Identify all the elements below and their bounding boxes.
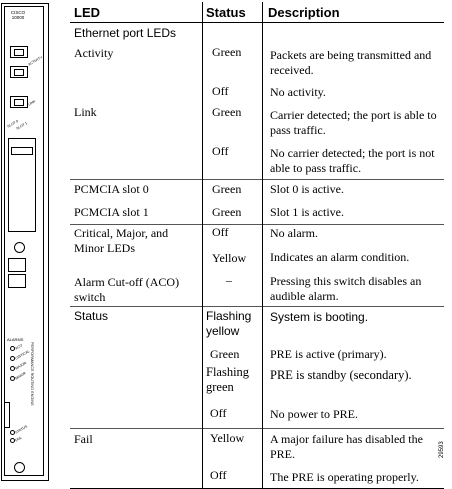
pcmcia-label-0: SLOT 0 bbox=[6, 119, 19, 129]
desc-status-off: No power to PRE. bbox=[270, 407, 358, 421]
status-status-off: Off bbox=[210, 406, 227, 420]
port-label-activity: ACTIVITY bbox=[27, 55, 44, 67]
desc-activity-off: No activity. bbox=[270, 85, 326, 99]
front-panel-illustration bbox=[1, 3, 49, 481]
rule-after-aco bbox=[70, 306, 444, 307]
rule-after-ethernet bbox=[70, 179, 444, 180]
panel-window-1 bbox=[8, 258, 26, 272]
led-link: Link bbox=[74, 105, 97, 119]
desc-alarm-yellow: Indicates an alarm condition. bbox=[270, 250, 410, 264]
port-label-link: LINK bbox=[27, 99, 37, 107]
status-fail-yellow: Yellow bbox=[210, 431, 245, 445]
rule-under-header bbox=[70, 22, 444, 23]
column-divider-1 bbox=[202, 2, 203, 489]
led-aco-switch: Alarm Cut-off (ACO) switch bbox=[74, 275, 180, 304]
panel-screw-top bbox=[14, 242, 25, 253]
led-status: Status bbox=[74, 309, 109, 323]
status-activity-off: Off bbox=[212, 84, 229, 98]
rule-after-status bbox=[70, 428, 444, 429]
status-link-off: Off bbox=[212, 144, 229, 158]
desc-activity-green: Packets are being transmitted and received. bbox=[270, 48, 432, 77]
led-status-table bbox=[70, 2, 440, 489]
alarm-label-critical: CRITICAL bbox=[14, 349, 31, 361]
status-activity-green: Green bbox=[212, 45, 242, 59]
panel-screw-bottom bbox=[14, 462, 25, 473]
led-fail: Fail bbox=[74, 432, 93, 446]
status-aco: – bbox=[226, 273, 232, 287]
status-status-flashing-yellow: Flashing yellow bbox=[206, 309, 252, 338]
desc-status-flashing-yellow: System is booting. bbox=[270, 310, 369, 324]
desc-status-green: PRE is active (primary). bbox=[270, 347, 387, 361]
desc-link-green: Carrier detected; the port is able to pass traffic. bbox=[270, 108, 437, 137]
section-title-ethernet: Ethernet port LEDs bbox=[74, 26, 177, 40]
led-alarms: Critical, Major, and Minor LEDs bbox=[74, 226, 169, 255]
panel-ejector bbox=[4, 402, 10, 428]
ethernet-port-2 bbox=[10, 66, 28, 78]
panel-window-2 bbox=[8, 274, 26, 288]
desc-link-off: No carrier detected; the port is not able to pass traffic. bbox=[270, 146, 435, 175]
status-status-flashing-green: Flashing green bbox=[206, 365, 250, 394]
ethernet-port-3 bbox=[10, 96, 28, 108]
desc-pcmcia-0: Slot 0 is active. bbox=[270, 182, 344, 196]
status-link-green: Green bbox=[212, 105, 242, 119]
pcmcia-slot-housing bbox=[8, 138, 36, 232]
alarms-title: ALARMS bbox=[7, 337, 24, 342]
header-description: Description bbox=[268, 5, 340, 20]
led-pcmcia-0: PCMCIA slot 0 bbox=[74, 182, 149, 196]
panel-vertical-label: PERFORMANCE ROUTING ENGINE bbox=[30, 342, 34, 406]
pcmcia-label-1: SLOT 1 bbox=[15, 121, 28, 131]
status-pcmcia-1: Green bbox=[212, 205, 242, 219]
logo-line-2: 10000 bbox=[11, 15, 25, 20]
status-alarm-off: Off bbox=[212, 225, 229, 239]
figure-number: 29593 bbox=[439, 441, 445, 458]
alarm-label-major: MAJOR bbox=[14, 361, 28, 371]
fail-led-label: FAIL bbox=[14, 435, 23, 443]
desc-aco: Pressing this switch disables an audible alarm. bbox=[270, 274, 422, 303]
header-led: LED bbox=[74, 5, 100, 20]
led-pcmcia-1: PCMCIA slot 1 bbox=[74, 205, 149, 219]
alarm-label-minor: MINOR bbox=[14, 371, 27, 381]
desc-alarm-off: No alarm. bbox=[270, 226, 318, 240]
led-activity: Activity bbox=[74, 46, 114, 60]
status-led-label: STATUS bbox=[14, 424, 29, 435]
status-fail-off: Off bbox=[210, 468, 227, 482]
ethernet-port-1 bbox=[10, 46, 28, 58]
status-status-green: Green bbox=[210, 347, 240, 361]
status-pcmcia-0: Green bbox=[212, 182, 242, 196]
desc-fail-yellow: A major failure has disabled the PRE. bbox=[270, 432, 423, 461]
pcmcia-slot-0 bbox=[11, 147, 33, 155]
header-status: Status bbox=[206, 5, 246, 20]
alarm-label-aco: ACO bbox=[14, 343, 24, 351]
cisco-logo bbox=[6, 10, 30, 20]
desc-fail-off: The PRE is operating properly. bbox=[270, 470, 419, 484]
logo-line-1: CISCO bbox=[10, 10, 26, 15]
status-alarm-yellow: Yellow bbox=[212, 251, 247, 265]
desc-status-flashing-green: PRE is standby (secondary). bbox=[270, 368, 412, 382]
desc-pcmcia-1: Slot 1 is active. bbox=[270, 205, 344, 219]
